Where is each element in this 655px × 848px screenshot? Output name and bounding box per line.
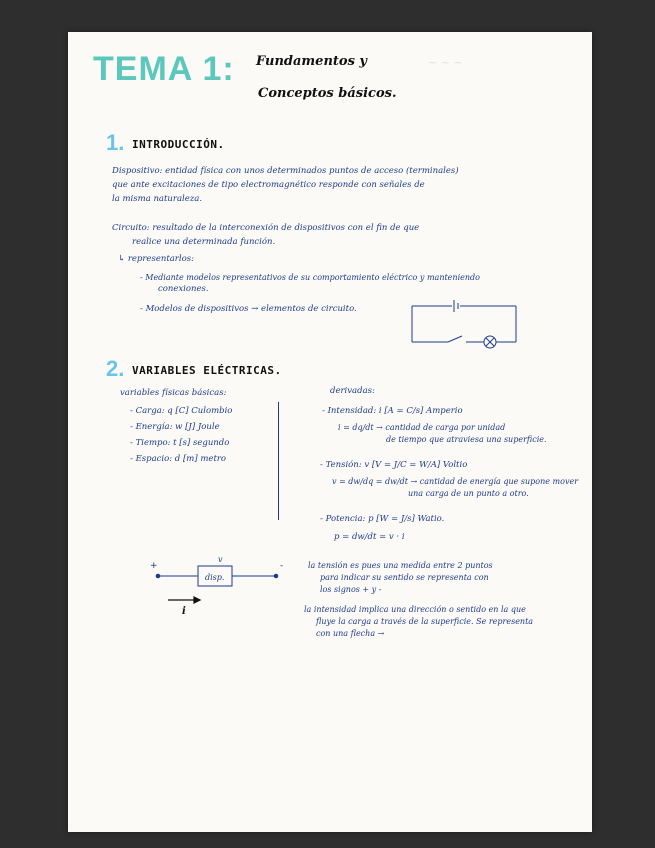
power-formula: p = dw/dt = v · i (334, 532, 405, 542)
section2-right-heading: derivadas: (330, 386, 375, 396)
note-line: fluye la carga a través de la superficie. Se representa (316, 617, 534, 626)
power-definition: - Potencia: p [W = J/s] Watio. (320, 514, 445, 524)
voltage-label: v (218, 555, 223, 564)
intensity-definition: - Intensidad: i [A = C/s] Amperio (322, 406, 463, 416)
device-diagram (146, 552, 306, 622)
note-line: los signos + y - (320, 585, 382, 594)
intensity-formula: i = dq/dt → cantidad de carga por unidad (338, 423, 506, 432)
circuit-sketch (408, 294, 520, 354)
device-box-label: disp. (205, 573, 225, 582)
note-line: para indicar su sentido se representa con (320, 573, 489, 582)
section1-line: Circuito: resultado de la interconexión de dispositivos con el fin de que (112, 223, 420, 233)
section1-line: - Mediante modelos representativos de su comportamiento eléctrico y manteniendo (140, 273, 480, 282)
section1-line: ↳ representarlos: (118, 254, 194, 264)
section1-line: - Modelos de dispositivos → elementos de circuito. (140, 304, 357, 314)
note-line: la intensidad implica una dirección o sentido en la que (304, 605, 526, 614)
plus-terminal-label: + (150, 561, 158, 571)
note-line: con una flecha → (316, 629, 385, 638)
section1-line: realice una determinada función. (132, 237, 276, 247)
page-subtitle-line2: Conceptos básicos. (258, 86, 397, 101)
intensity-formula-cont: de tiempo que atraviesa una superficie. (386, 435, 547, 444)
base-variable: - Espacio: d [m] metro (130, 454, 227, 464)
base-variable: - Energía: w [J] Joule (130, 422, 220, 432)
page-subtitle-line1: Fundamentos y (256, 54, 367, 69)
section1-line: que ante excitaciones de tipo electromagnético responde con señales de (112, 180, 425, 190)
voltage-formula-cont: una carga de un punto a otro. (408, 489, 529, 498)
section1-number: 1. (106, 130, 125, 155)
section1-title: INTRODUCCIÓN. (132, 138, 225, 151)
voltage-formula: v = dw/dq = dw/dt → cantidad de energía que supone mover (332, 477, 579, 486)
section2-title: VARIABLES ELÉCTRICAS. (132, 364, 282, 377)
section1-line: Dispositivo: entidad física con unos determinados puntos de acceso (terminales) (112, 166, 459, 176)
section2-number: 2. (106, 356, 125, 381)
voltage-definition: - Tensión: v [V = J/C = W/A] Voltio (320, 460, 468, 470)
minus-terminal-label: - (280, 561, 284, 571)
section1-line: la misma naturaleza. (112, 194, 203, 204)
notebook-page (68, 32, 592, 832)
page-title: TEMA 1: (93, 50, 235, 88)
section2-left-heading: variables físicas básicas: (120, 388, 227, 398)
current-label: i (182, 606, 186, 617)
bleed-through-text: ~ ~ ~ (428, 56, 463, 69)
section1-line: conexiones. (158, 284, 209, 294)
note-line: la tensión es pues una medida entre 2 puntos (308, 561, 493, 570)
column-divider (278, 402, 279, 520)
base-variable: - Tiempo: t [s] segundo (130, 438, 230, 448)
base-variable: - Carga: q [C] Culombio (130, 406, 233, 416)
